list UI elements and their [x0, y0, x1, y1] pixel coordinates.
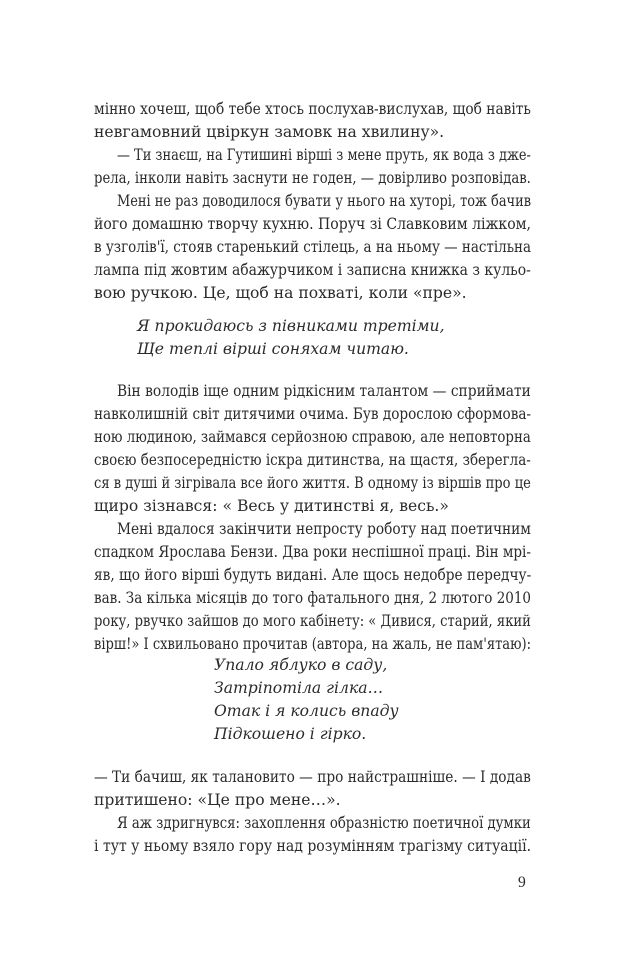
- text-line: [94, 282, 623, 304]
- text-line: [94, 766, 623, 788]
- line-text: вою ручкою. Це, щоб на похваті, коли «пре».: [94, 284, 467, 302]
- line-text: своєю безпосередністю іскра дитинства, на щастя, збереглa-: [94, 451, 531, 469]
- text-line: [94, 587, 623, 609]
- line-text: спадком Ярослава Бензи. Два роки неспішної праці. Він мрі-: [94, 543, 531, 561]
- text-line: [94, 564, 623, 586]
- line-text: Отак і я колись впаду: [214, 702, 399, 720]
- line-text: яв, що його вірші будуть видані. Але щось недобре передчу-: [94, 566, 532, 584]
- line-text: Затріпотіла гілка…: [214, 679, 384, 697]
- line-text: і тут у ньому взяло гору над розумінням трагізму ситуації.: [94, 837, 532, 855]
- text-line: [94, 167, 623, 189]
- text-line: [94, 121, 623, 143]
- text-line: [94, 426, 623, 448]
- text-line: [94, 213, 623, 235]
- line-text: Підкошено і гірко.: [214, 725, 367, 743]
- poem-line: [214, 700, 623, 722]
- line-text: року, рвучко зайшов до мого кабінету: « Дивися, старий, який: [94, 612, 531, 630]
- text-line: [117, 812, 623, 834]
- poem-line: [137, 338, 623, 360]
- line-text: Я прокидаюсь з півниками третіми,: [137, 317, 445, 335]
- line-text: мінно хочеш, щоб тебе хтось послухав-вислухав, щоб навіть: [94, 100, 531, 118]
- line-text: навколишній світ дитячими очима. Був дорослою сформова-: [94, 405, 532, 423]
- poem-line: [214, 677, 623, 699]
- line-text: в узголів'ї, стояв старенький стілець, а на ньому — настільна: [94, 238, 532, 256]
- line-text: притишено: «Це про мене…».: [94, 791, 341, 809]
- text-line: [94, 835, 623, 857]
- text-line: [117, 144, 623, 166]
- text-line: [117, 518, 623, 540]
- text-line: [117, 380, 623, 402]
- line-text: Мені не раз доводилося бувати у нього на хуторі, тож бачив: [117, 192, 531, 210]
- line-text: невгамовний цвіркун замовк на хвилину».: [94, 123, 445, 141]
- text-line: [94, 495, 623, 517]
- poem-line: [214, 723, 623, 745]
- text-line: [94, 633, 623, 655]
- line-text: вірш!» І схвильовано прочитав (автора, на жаль, не пам'ятаю):: [94, 635, 532, 653]
- text-line: [94, 259, 623, 281]
- line-text: Упало яблуко в саду,: [214, 656, 388, 674]
- line-text: вав. За кілька місяців до того фатального дня, 2 лютого 2010: [94, 589, 532, 607]
- page-number: 9: [518, 874, 526, 891]
- line-text: рела, інколи навіть заснути не годен, — довірливо розповідав.: [94, 169, 531, 187]
- text-line: [94, 98, 531, 120]
- text-line: [94, 236, 623, 258]
- line-text: Він володів іще одним рідкісним талантом — сприймати: [117, 382, 531, 400]
- text-line: [94, 789, 623, 811]
- line-text: Мені вдалося закінчити непросту роботу над поетичним: [117, 520, 531, 538]
- poem-line: [214, 654, 623, 676]
- line-text: щиро зізнався: « Весь у дитинстві я, весь.»: [94, 497, 449, 515]
- line-text: Я аж здригнувся: захоплення образністю поетичної думки: [117, 814, 531, 832]
- text-line: [94, 610, 623, 632]
- text-line: [94, 403, 623, 425]
- line-text: — Ти знаєш, на Гутишині вірші з мене пруть, як вода з дже-: [117, 146, 531, 164]
- line-text: його домашню творчу кухню. Поруч зі Славковим ліжком,: [94, 215, 532, 233]
- line-text: лампа під жовтим абажурчиком і записна книжка з кульо-: [94, 261, 531, 279]
- text-line: [94, 472, 623, 494]
- text-line: [94, 541, 623, 563]
- text-line: [94, 449, 623, 471]
- line-text: — Ти бачиш, як талановито — про найстрашніше. — І додав: [94, 768, 531, 786]
- poem-line: [137, 315, 623, 337]
- text-line: [117, 190, 623, 212]
- line-text: Ще теплі вірші соняхам читаю.: [137, 340, 409, 358]
- line-text: ся в душі й зігрівала все його життя. В одному із віршів про це: [94, 474, 531, 492]
- line-text: ною людиною, займався серйозною справою, але неповторна: [94, 428, 531, 446]
